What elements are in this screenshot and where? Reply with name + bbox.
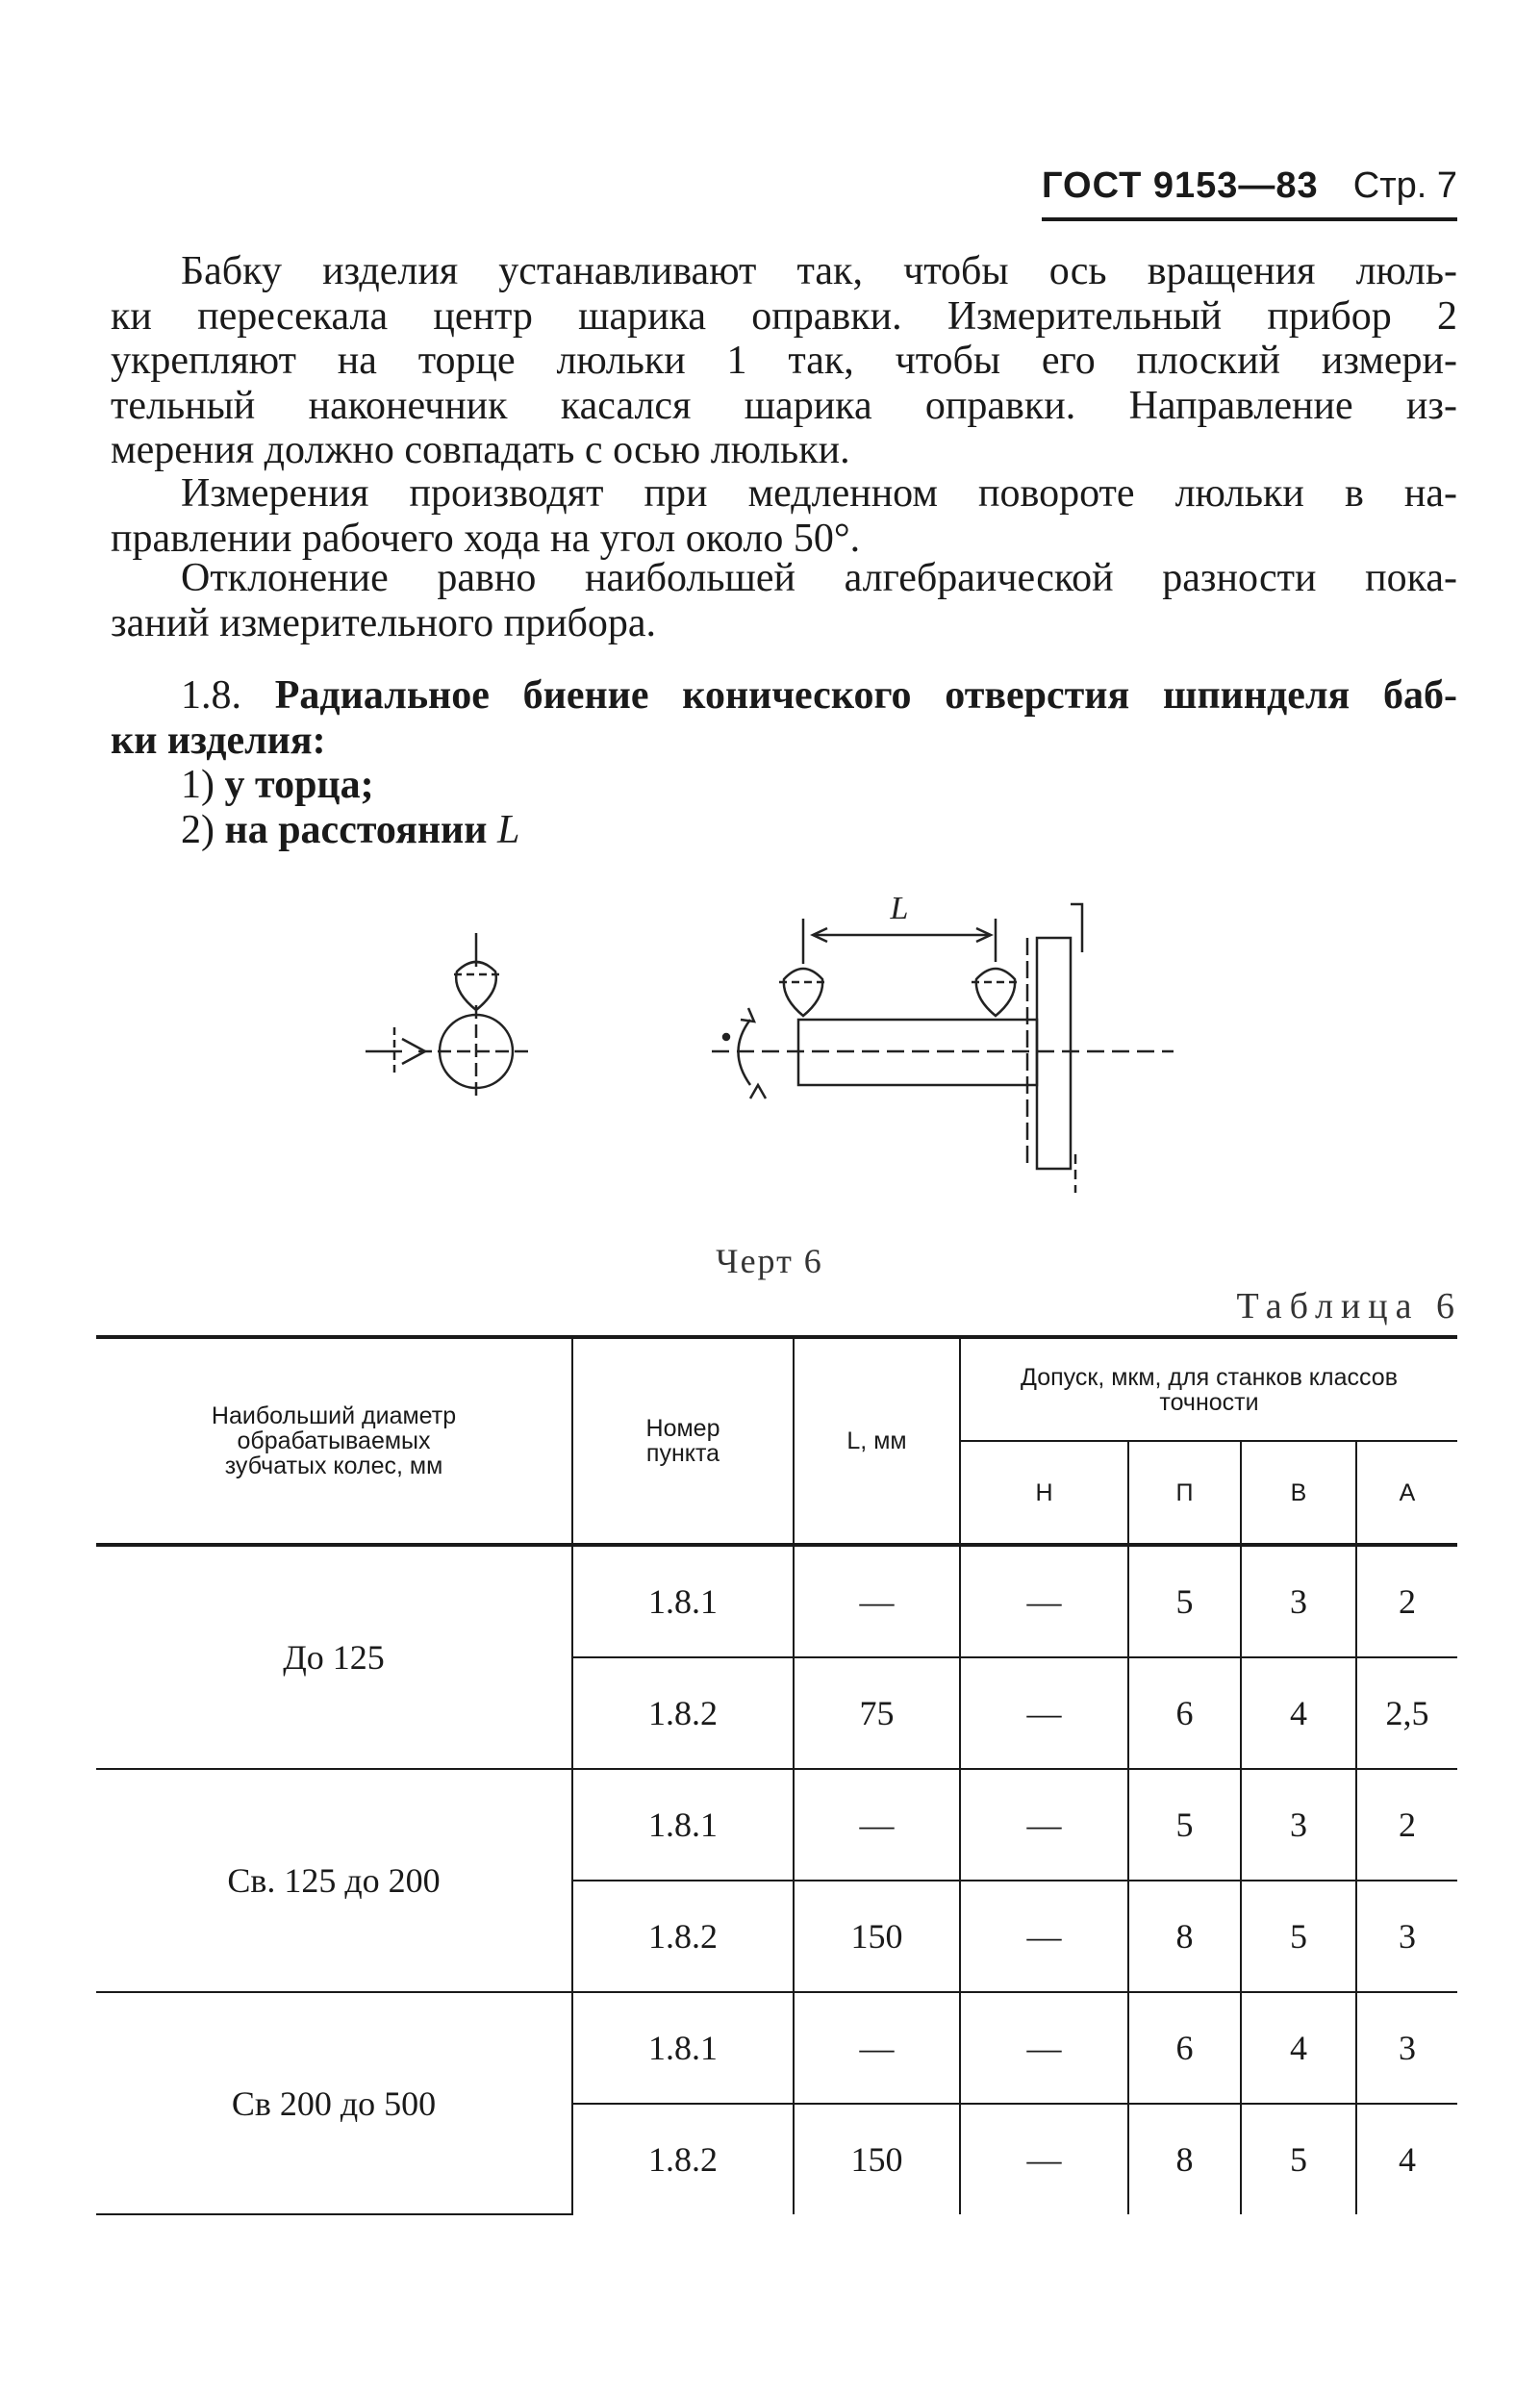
table-row: [96, 1769, 1457, 1881]
header-diameter: Наибольший диаметр обрабатываемых зубчатых колес, мм: [96, 1337, 572, 1545]
tolerance-table: [96, 1335, 1457, 2215]
length-cell: —: [794, 1992, 960, 2104]
header-rule: [1042, 217, 1457, 221]
header-tolerance: Допуск, мкм, для станков классов точности: [960, 1337, 1457, 1441]
class-p-cell: 6: [1128, 1992, 1241, 2104]
class-a-cell: 4: [1356, 2104, 1457, 2214]
paragraph-2: [111, 471, 1457, 561]
header-length: L, мм: [794, 1337, 960, 1545]
point-cell: 1.8.1: [572, 1545, 794, 1657]
side-view: [712, 904, 1174, 1193]
class-p-cell: 8: [1128, 1881, 1241, 1992]
header-point: Номер пункта: [572, 1337, 794, 1545]
header-class-h: Н: [960, 1441, 1128, 1545]
paragraph-line: ки пересекала центр шарика оправки. Измерительный прибор 2: [111, 293, 1457, 339]
class-v-cell: 5: [1241, 1881, 1356, 1992]
class-a-cell: 3: [1356, 1881, 1457, 1992]
section-title-line: 1.8. Радиальное биение конического отверстия шпинделя баб-: [181, 673, 1457, 718]
diameter-cell: Св. 125 до 200: [96, 1769, 572, 1992]
class-h-cell: —: [960, 1769, 1128, 1881]
class-a-cell: 2,5: [1356, 1657, 1457, 1769]
paragraph-line: тельный наконечник касался шарика оправки. Направление из-: [111, 383, 1457, 428]
diameter-cell: До 125: [96, 1545, 572, 1769]
figure-caption: Черт 6: [716, 1242, 823, 1280]
page-header: [1042, 165, 1457, 223]
paragraph-line: Измерения производят при медленном повороте люльки в на-: [181, 471, 1457, 516]
paragraph-line: укрепляют на торце люльки 1 так, чтобы его плоский измери-: [111, 339, 1457, 383]
class-h-cell: —: [960, 1992, 1128, 2104]
diameter-cell: Св 200 до 500: [96, 1992, 572, 2214]
class-p-cell: 5: [1128, 1769, 1241, 1881]
dimension-label: L: [890, 891, 909, 926]
class-v-cell: 3: [1241, 1545, 1356, 1657]
class-h-cell: —: [960, 1881, 1128, 1992]
class-p-cell: 6: [1128, 1657, 1241, 1769]
standard-number: ГОСТ 9153—83: [1042, 165, 1319, 206]
section-item-2: 2) на расстоянии L: [181, 807, 520, 852]
paragraph-line: правлении рабочего хода на угол около 50°.: [111, 516, 861, 561]
section-title-line: ки изделия:: [111, 718, 326, 763]
paragraph-line: мерения должно совпадать с осью люльки.: [111, 428, 850, 472]
length-cell: —: [794, 1769, 960, 1881]
class-p-cell: 8: [1128, 2104, 1241, 2214]
class-h-cell: —: [960, 2104, 1128, 2214]
section-item-1: 1) у торца;: [181, 763, 374, 807]
class-h-cell: —: [960, 1545, 1128, 1657]
class-v-cell: 5: [1241, 2104, 1356, 2214]
class-a-cell: 2: [1356, 1769, 1457, 1881]
paragraph-line: Отклонение равно наибольшей алгебраической разности пока-: [181, 556, 1457, 600]
header-class-a: А: [1356, 1441, 1457, 1545]
class-p-cell: 5: [1128, 1545, 1241, 1657]
table-row: [96, 1992, 1457, 2104]
point-cell: 1.8.2: [572, 1881, 794, 1992]
section-1-8: [111, 673, 1457, 852]
length-cell: 150: [794, 1881, 960, 1992]
class-v-cell: 4: [1241, 1992, 1356, 2104]
class-v-cell: 4: [1241, 1657, 1356, 1769]
paragraph-3: [111, 556, 1457, 645]
table-row: [96, 1545, 1457, 1657]
point-cell: 1.8.1: [572, 1769, 794, 1881]
header-class-v: В: [1241, 1441, 1356, 1545]
paragraph-line: Бабку изделия устанавливают так, чтобы ось вращения люль-: [181, 249, 1457, 293]
header-class-p: П: [1128, 1441, 1241, 1545]
class-v-cell: 3: [1241, 1769, 1356, 1881]
table-title: Таблица 6: [1236, 1286, 1462, 1326]
paragraph-1: [111, 249, 1457, 473]
length-cell: —: [794, 1545, 960, 1657]
length-cell: 75: [794, 1657, 960, 1769]
class-a-cell: 2: [1356, 1545, 1457, 1657]
cross-section-view: [366, 933, 534, 1101]
point-cell: 1.8.1: [572, 1992, 794, 2104]
measurement-drawing: [346, 875, 1193, 1222]
class-a-cell: 3: [1356, 1992, 1457, 2104]
class-h-cell: —: [960, 1657, 1128, 1769]
length-cell: 150: [794, 2104, 960, 2214]
paragraph-line: заний измерительного прибора.: [111, 600, 657, 645]
page-number: Стр. 7: [1352, 165, 1457, 206]
point-cell: 1.8.2: [572, 1657, 794, 1769]
point-cell: 1.8.2: [572, 2104, 794, 2214]
